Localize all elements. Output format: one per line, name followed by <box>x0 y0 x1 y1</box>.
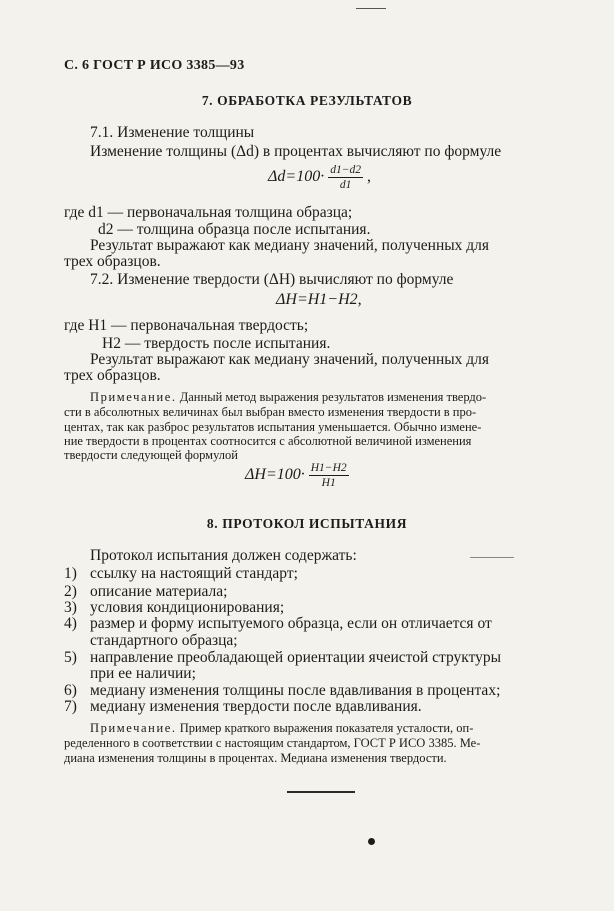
formula-numerator: d1−d2 <box>330 164 361 176</box>
formula-fraction <box>328 163 363 192</box>
list-number: 7) <box>64 698 77 715</box>
hardness-formula: ΔH=H1−H2, <box>276 291 362 308</box>
protocol-intro: Протокол испытания должен содержать: <box>90 547 357 564</box>
result-2-line-1: Результат выражают как медиану значений, полученных для <box>90 351 490 368</box>
section-8-title: 8. ПРОТОКОЛ ИСПЫТАНИЯ <box>206 516 408 531</box>
subsection-7-2-line: 7.2. Изменение твердости (ΔH) вычисляют по формуле <box>90 271 454 288</box>
note-8-line-1 <box>90 720 473 736</box>
list-text: описание материала; <box>90 583 228 600</box>
end-rule <box>287 791 355 793</box>
scan-mark <box>470 557 514 558</box>
list-text: при ее наличии; <box>90 665 196 682</box>
formula-denominator: d1 <box>339 179 352 191</box>
note-7-line-5: твердости следующей формулой <box>64 448 238 462</box>
result-2-line-2: трех образцов. <box>64 367 161 384</box>
formula-tail: , <box>366 168 371 186</box>
hardness-percent-formula <box>245 461 349 490</box>
list-text: медиану изменения толщины после вдавливания в процентах; <box>90 682 501 699</box>
note-8-line-2: ределенного в соответствии с настоящим стандартом, ГОСТ Р ИСО 3385. Ме- <box>64 736 481 750</box>
list-number: 2) <box>64 583 77 600</box>
list-item <box>64 564 298 584</box>
note-7-line-4: ние твердости в процентах соотносится с абсолютной величиной изменения <box>64 434 472 448</box>
scan-dot <box>368 838 375 845</box>
list-number: 4) <box>64 615 77 632</box>
list-number: 6) <box>64 682 77 699</box>
list-item <box>64 697 422 717</box>
formula-denominator: H1 <box>321 477 336 489</box>
list-text: условия кондиционирования; <box>90 599 285 616</box>
note-text: Данный метод выражения результатов изменения твердо- <box>179 390 487 404</box>
list-number: 1) <box>64 565 77 582</box>
where-h2: H2 — твердость после испытания. <box>102 335 331 352</box>
scan-mark <box>356 8 386 9</box>
where-d2: d2 — толщина образца после испытания. <box>98 221 371 238</box>
formula-fraction <box>309 461 349 490</box>
note-8-line-3: диана изменения толщины в процентах. Медиана изменения твердости. <box>64 751 447 765</box>
note-text: Пример краткого выражения показателя усталости, оп- <box>179 721 474 735</box>
note-label: Примечание. <box>90 390 177 404</box>
formula-lhs: ΔH=100· <box>245 466 305 484</box>
formula-lhs: Δd=100· <box>268 168 325 186</box>
list-text: медиану изменения твердости после вдавливания. <box>90 698 422 715</box>
list-text: размер и форму испытуемого образца, если он отличается от <box>90 615 492 632</box>
thickness-intro: Изменение толщины (Δd) в процентах вычисляют по формуле <box>90 143 502 160</box>
note-7-line-3: центах, так как разброс результатов испытания уменьшается. Обычно измене- <box>64 420 482 434</box>
where-h1: где H1 — первоначальная твердость; <box>64 317 309 334</box>
subsection-7-1-heading: 7.1. Изменение толщины <box>90 124 255 141</box>
note-7-line-2: сти в абсолютных величинах был выбран вместо изменения твердости в про- <box>64 405 477 419</box>
note-7-line-1 <box>90 389 486 405</box>
list-text: направление преобладающей ориентации ячеистой структуры <box>90 649 502 666</box>
formula-numerator: H1−H2 <box>310 462 347 474</box>
page-header: С. 6 ГОСТ Р ИСО 3385—93 <box>64 58 245 73</box>
list-text: ссылку на настоящий стандарт; <box>90 565 298 582</box>
list-text: стандартного образца; <box>90 632 238 649</box>
list-number: 3) <box>64 599 77 616</box>
result-1-line-1: Результат выражают как медиану значений, полученных для <box>90 237 490 254</box>
where-d1: где d1 — первоначальная толщина образца; <box>64 204 353 221</box>
section-7-title: 7. ОБРАБОТКА РЕЗУЛЬТАТОВ <box>201 93 413 108</box>
result-1-line-2: трех образцов. <box>64 253 161 270</box>
list-number: 5) <box>64 649 77 666</box>
note-label: Примечание. <box>90 721 177 735</box>
thickness-formula <box>268 163 371 192</box>
